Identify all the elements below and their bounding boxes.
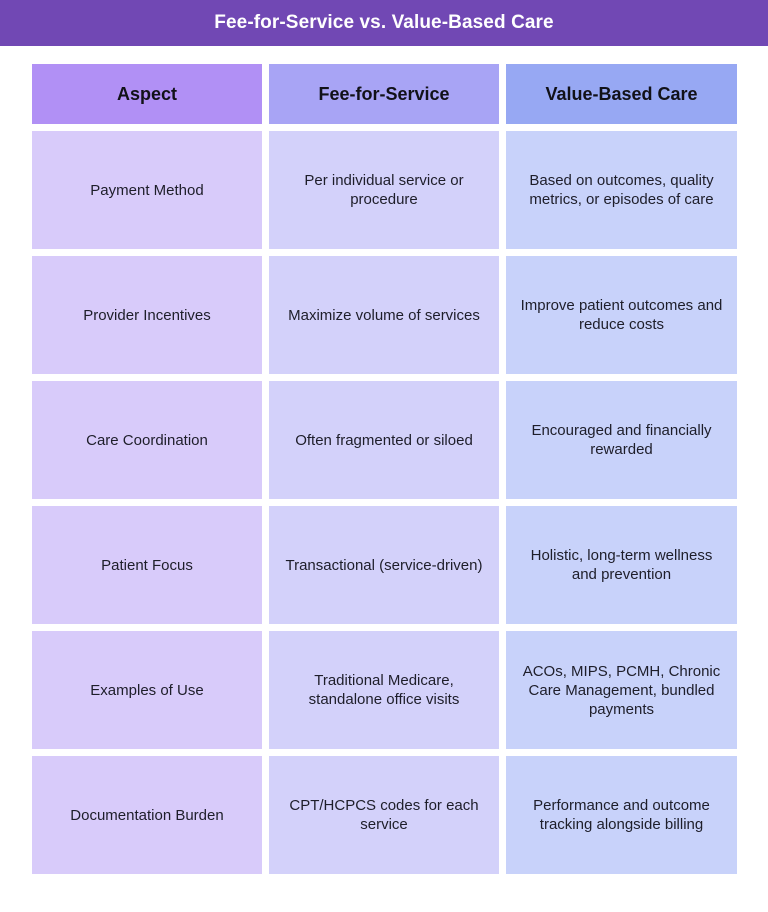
row-vbc-cell: Encouraged and financially rewarded <box>506 381 737 499</box>
row-vbc-cell: Improve patient outcomes and reduce costs <box>506 256 737 374</box>
row-aspect-cell: Examples of Use <box>32 631 262 749</box>
row-ffs-cell: Maximize volume of services <box>269 256 499 374</box>
row-ffs-cell: Transactional (service-driven) <box>269 506 499 624</box>
row-aspect-cell: Documentation Burden <box>32 756 262 874</box>
row-vbc-cell: Holistic, long-term wellness and prevention <box>506 506 737 624</box>
row-aspect-cell: Care Coordination <box>32 381 262 499</box>
row-aspect-cell: Payment Method <box>32 131 262 249</box>
row-ffs-cell: CPT/HCPCS codes for each service <box>269 756 499 874</box>
header-fee-for-service: Fee-for-Service <box>269 64 499 124</box>
row-vbc-cell: Performance and outcome tracking alongside billing <box>506 756 737 874</box>
row-ffs-cell: Per individual service or procedure <box>269 131 499 249</box>
row-aspect-cell: Provider Incentives <box>32 256 262 374</box>
header-value-based-care: Value-Based Care <box>506 64 737 124</box>
row-ffs-cell: Traditional Medicare, standalone office visits <box>269 631 499 749</box>
page-title: Fee-for-Service vs. Value-Based Care <box>214 12 554 33</box>
header-aspect: Aspect <box>32 64 262 124</box>
row-aspect-cell: Patient Focus <box>32 506 262 624</box>
row-vbc-cell: Based on outcomes, quality metrics, or episodes of care <box>506 131 737 249</box>
row-ffs-cell: Often fragmented or siloed <box>269 381 499 499</box>
row-vbc-cell: ACOs, MIPS, PCMH, Chronic Care Management, bundled payments <box>506 631 737 749</box>
title-bar <box>0 0 768 46</box>
comparison-table <box>32 64 737 874</box>
